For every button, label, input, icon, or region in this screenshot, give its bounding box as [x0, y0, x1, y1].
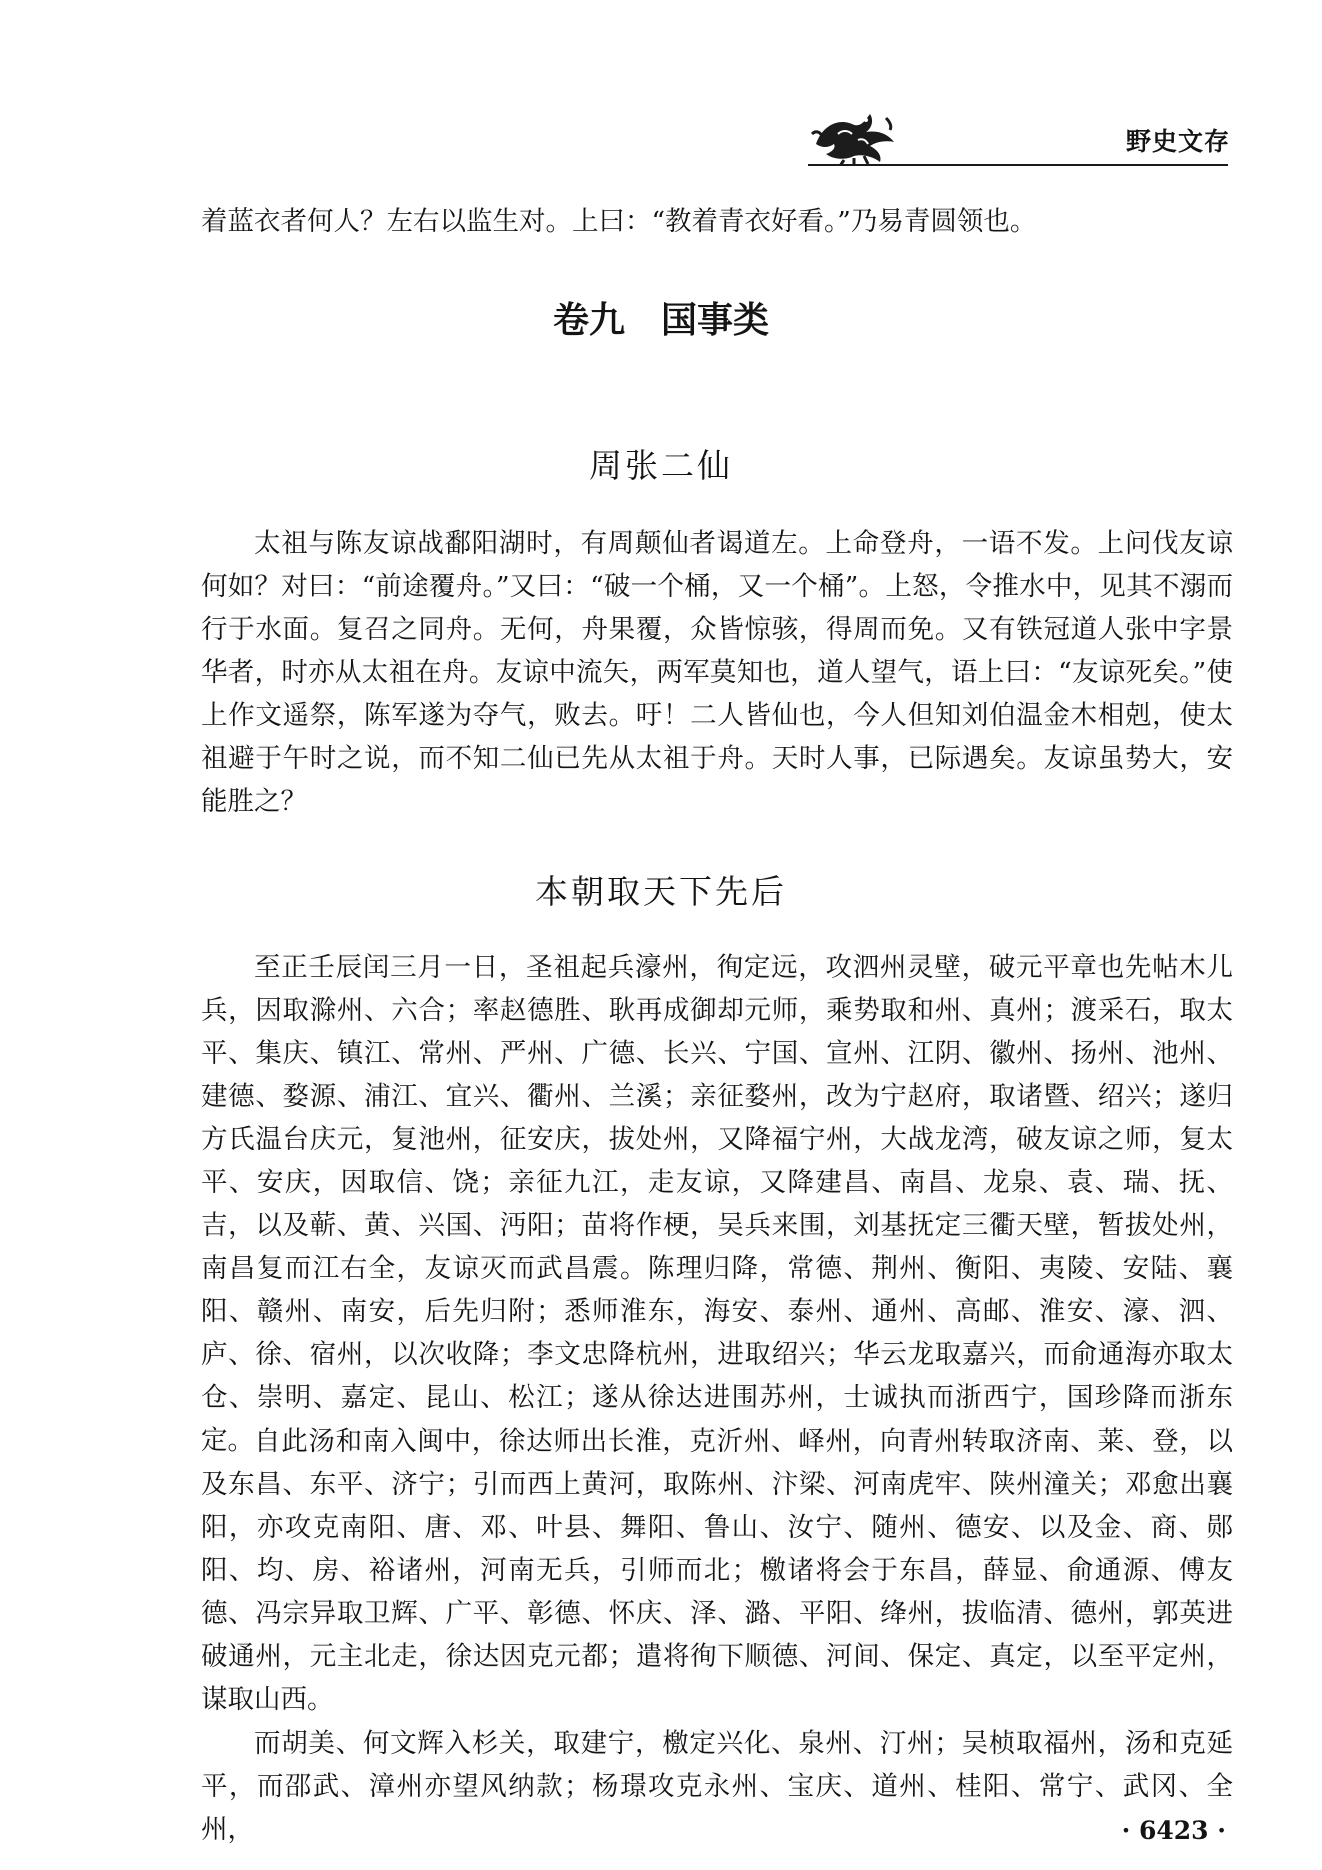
page-number: · 6423 · — [1121, 1816, 1226, 1845]
running-head — [808, 104, 1230, 166]
volume-title: 卷九 国事类 — [552, 300, 769, 341]
section-paragraph: 太祖与陈友谅战鄱阳湖时，有周颠仙者谒道左。上命登舟，一语不发。上问伐友谅何如？对曰：“前途覆舟。”又曰：“破一个桶，又一个桶”。上怒，令推水中，见其不溺而行于水面。复召之同舟。无何，舟果覆，众皆惊骇，得周而免。又有铁冠道人张中字景华者，时亦从太祖在舟。友谅中流矢，两军莫知也，道人望气，语上曰：“友谅死矣。”使上作文遥祭，陈军遂为夺气，败去。吁！二人皆仙也，今人但知刘伯温金木相剋，使太祖避于午时之说，而不知二仙已先从太祖于舟。天时人事，已际遇矣。友谅虽势大，安能胜之？ — [201, 528, 1233, 817]
section-title: 本朝取天下先后 — [535, 872, 787, 911]
section-paragraph: 而胡美、何文辉入杉关，取建宁，檄定兴化、泉州、汀州；吴桢取福州，汤和克延平，而邵武、漳州亦望风纳款；杨璟攻克永州、宝庆、道州、桂阳、常宁、武冈、全州， — [201, 1728, 1233, 1845]
dragon-emblem-icon — [808, 104, 900, 166]
section-paragraph: 自此汤和南入闽中，徐达师出长淮，克沂州、峄州，向青州转取济南、莱、登，以及东昌、东平、济宁；引而西上黄河，取陈州、汴梁、河南虎牢、陕州潼关；邓愈出襄阳，亦攻克南阳、唐、邓、叶县、舞阳、鲁山、汝宁、随州、德安、以及金、商、郧阳、均、房、裕诸州，河南无兵，引师而北；檄诸将会于东昌，薛显、俞通源、傅友德、冯宗异取卫辉、广平、彰德、怀庆、泽、潞、平阳、绛州，拔临清、德州，郭英进破通州，元主北走，徐达因克元都；遣将徇下顺德、河间、保定、真定，以至平定州，谋取山西。 — [201, 1426, 1233, 1715]
header-rule — [808, 164, 1228, 166]
carryover-paragraph: 着蓝衣者何人？左右以监生对。上曰：“教着青衣好看。”乃易青圆领也。 — [201, 206, 1037, 237]
section-paragraph: 至正壬辰闰三月一日，圣祖起兵濠州，徇定远，攻泗州灵壁，破元平章也先帖木儿兵，因取滁州、六合；率赵德胜、耿再成御却元师，乘势取和州、真州；渡采石，取太平、集庆、镇江、常州、严州、广德、长兴、宁国、宣州、江阴、徽州、扬州、池州、建德、婺源、浦江、宜兴、衢州、兰溪；亲征婺州，改为宁赵府，取诸暨、绍兴；遂归方氏温台庆元，复池州，征安庆，拔处州，又降福宁州，大战龙湾，破友谅之师，复太平、安庆，因取信、饶；亲征九江，走友谅，又降建昌、南昌、龙泉、袁、瑞、抚、吉，以及蕲、黄、兴国、沔阳；苗将作梗，吴兵来围，刘基抚定三衢天壁，暂拔处州，南昌复而江右全，友谅灭而武昌震。陈理归降，常德、荆州、衡阳、夷陵、安陆、襄阳、赣州、南安，后先归附；悉师淮东，海安、泰州、通州、高邮、淮安、濠、泗、庐、徐、宿州，以次收降；李文忠降杭州，进取绍兴；华云龙取嘉兴，而俞通海亦取太仓、崇明、嘉定、昆山、松江；遂从徐达进围苏州，士诚执而浙西宁，国珍降而浙东定。 — [201, 952, 1233, 1456]
series-title: 野史文存 — [1125, 127, 1230, 156]
section-title: 周张二仙 — [589, 446, 733, 485]
